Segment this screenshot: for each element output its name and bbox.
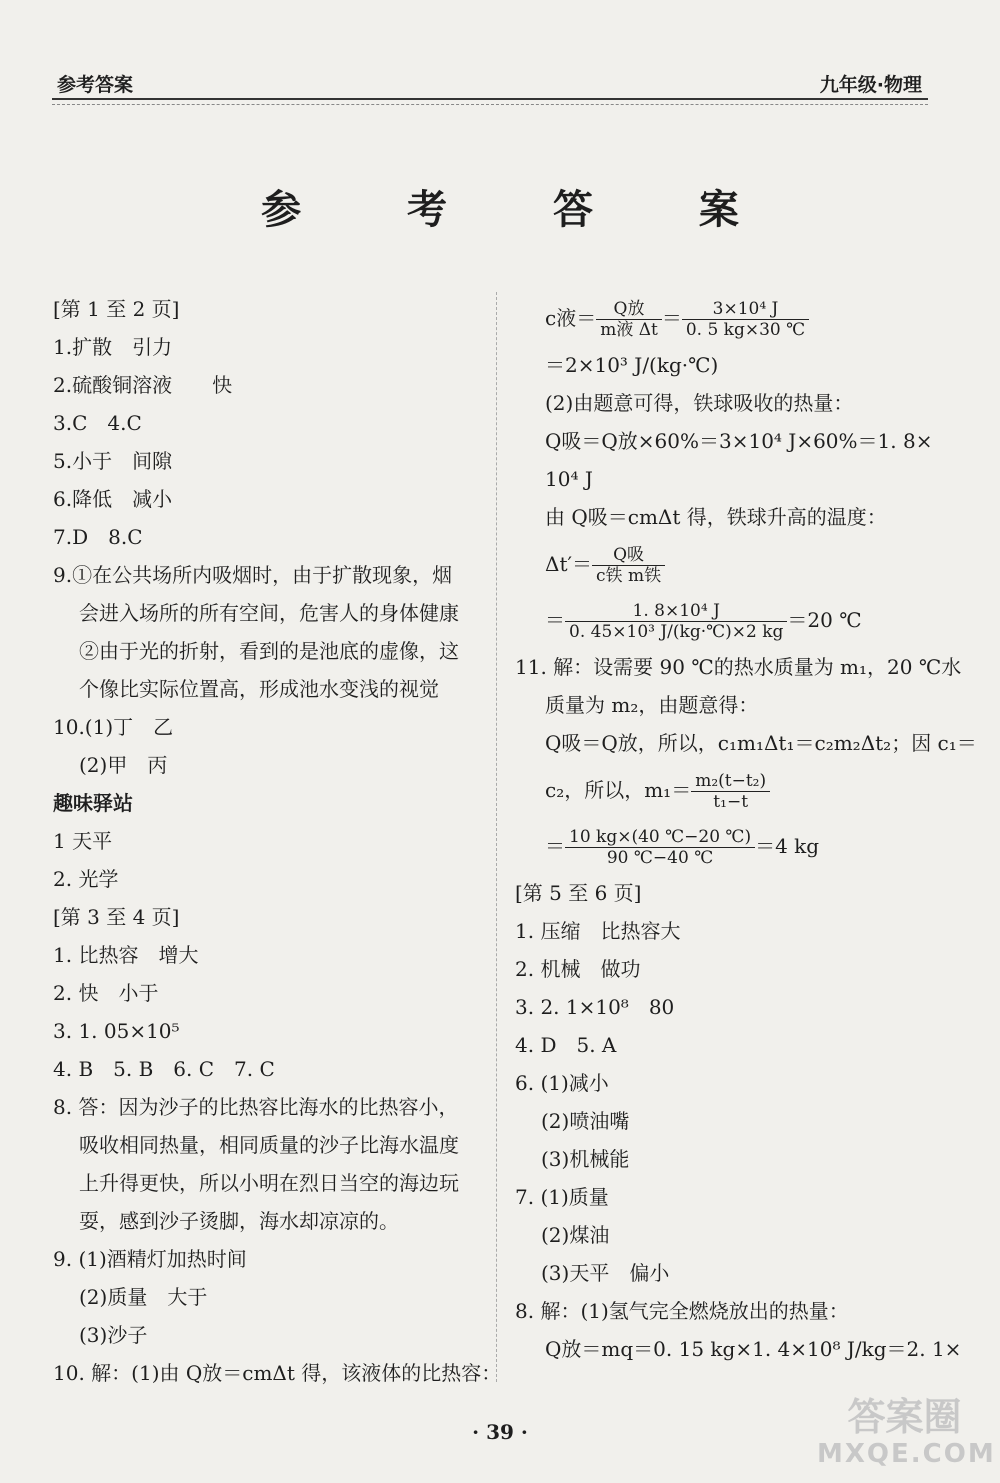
answer-line: (2)甲 丙 [79,753,168,777]
answer-line: 5.小于 间隙 [53,449,173,473]
header-right-subject: 九年级·物理 [819,74,922,96]
fraction [682,299,809,341]
formula-rhs: ＝4 kg [755,834,820,858]
fraction [592,545,665,587]
answer-line: 11. 解：设需要 90 ℃的热水质量为 m₁，20 ℃水 [515,655,962,679]
header-left-title: 参考答案 [57,74,134,96]
denominator: 0. 5 kg×30 ℃ [685,320,806,340]
numerator: m₂(t−t₂) [691,771,770,792]
left-column [53,290,502,1392]
header-dashed-rule [52,104,928,105]
answer-line: Q放＝mq＝0. 15 kg×1. 4×10⁸ J/kg＝2. 1× [545,1337,962,1361]
answer-line: 上升得更快，所以小明在烈日当空的海边玩 [79,1171,459,1195]
answer-line: Q吸＝Q放×60%＝3×10⁴ J×60%＝1. 8× [545,429,933,453]
answer-line: 10.(1)丁 乙 [53,715,174,739]
fraction [691,771,770,813]
answer-line: (2)煤油 [541,1223,610,1247]
numerator: Q吸 [592,545,665,566]
formula-lhs: c₂，所以，m₁＝ [545,778,692,802]
column-divider [496,292,497,1382]
answer-line: 10⁴ J [545,467,593,491]
answer-line: 4. B 5. B 6. C 7. C [53,1057,275,1081]
answer-line: 6.降低 减小 [53,487,173,511]
watermark-url: MXQE.COM [817,1439,996,1469]
formula-line: ＝ $\frac{\text{1. 8×10⁴ J}}{\text{0. 45×10³ J/(kg·℃)×2 kg}}$ ＝20 ℃ [545,600,862,642]
answer-line: 1.扩散 引力 [53,335,173,359]
answer-line: 8. 答：因为沙子的比热容比海水的比热容小， [53,1095,459,1119]
formula-line [515,762,945,818]
answer-line: 会进入场所的所有空间，危害人的身体健康 [79,601,459,625]
numerator: 10 kg×(40 ℃−20 ℃) [565,827,755,848]
formula-rhs: ＝20 ℃ [787,608,862,632]
fraction [596,299,662,341]
page-number: · 39 · [472,1420,528,1444]
numerator: 3×10⁴ J [682,299,809,320]
answer-line: 2. 光学 [53,867,119,891]
answer-line: 7. (1)质量 [515,1185,609,1209]
formula-lhs: c液＝ [545,306,597,330]
answer-line: (2)质量 大于 [79,1285,208,1309]
answer-line: 9.①在公共场所内吸烟时，由于扩散现象，烟 [53,563,453,587]
fraction [565,827,755,869]
watermark-text: 答案圈 [847,1395,962,1439]
answer-line: 7.D 8.C [53,525,143,549]
answer-line: 3.C 4.C [53,411,142,435]
section-heading: [第 3 至 4 页] [53,905,180,929]
answer-line: 8. 解：(1)氢气完全燃烧放出的热量： [515,1299,849,1323]
answer-line: 个像比实际位置高，形成池水变浅的视觉 [79,677,439,701]
header-rule [52,98,928,100]
answer-line: (2)喷油嘴 [541,1109,630,1133]
answer-line: 3. 2. 1×10⁸ 80 [515,995,675,1019]
section-heading: 趣味驿站 [53,791,133,815]
answer-line: 2. 机械 做功 [515,957,641,981]
answer-line: 由 Q吸＝cmΔt 得，铁球升高的温度： [545,505,887,529]
answer-line: 6. (1)减小 [515,1071,609,1095]
right-column [515,290,977,1368]
denominator: 90 ℃−40 ℃ [606,848,714,868]
formula-line [515,536,945,592]
answer-line: (3)沙子 [79,1323,148,1347]
section-heading: [第 5 至 6 页] [515,881,642,905]
answer-line: (3)天平 偏小 [541,1261,670,1285]
section-heading: [第 1 至 2 页] [53,297,180,321]
fraction [565,601,787,643]
formula-line: c液＝ $\frac{\text{Q放}}{\text{m液 Δt}}$ ＝ $\frac{\text{3×10⁴ J}}{0. 5 kg\times 30 ℃}$ [515,290,945,346]
formula-line: ＝ $\frac{10 kg\times(40 ℃-20 ℃)}{90 ℃-40 ℃}$ ＝4 kg [545,826,820,868]
answer-line: 1 天平 [53,829,113,853]
denominator: c铁 m铁 [596,566,662,586]
answer-line: (2)由题意可得，铁球吸收的热量： [545,391,854,415]
answer-line: (3)机械能 [541,1147,630,1171]
answer-line: ＝2×10³ J/(kg·℃) [545,353,719,377]
denominator: t₁−t [713,792,749,812]
answer-line: Q吸＝Q放，所以，c₁m₁Δt₁＝c₂m₂Δt₂；因 c₁＝ [545,731,977,755]
answer-line: ②由于光的折射，看到的是池底的虚像，这 [79,639,459,663]
answer-line: 1. 压缩 比热容大 [515,919,681,943]
answer-line: 质量为 m₂，由题意得： [545,693,759,717]
answer-line: 9. (1)酒精灯加热时间 [53,1247,247,1271]
answer-line: 1. 比热容 增大 [53,943,199,967]
answer-line: 耍，感到沙子烫脚，海水却凉凉的。 [79,1209,399,1233]
answer-line: 10. 解：(1)由 Q放＝cmΔt 得，该液体的比热容： [53,1361,502,1385]
denominator: 0. 45×10³ J/(kg·℃)×2 kg [569,622,784,642]
denominator: m液 Δt [600,320,658,340]
page-title: 参 考 答 案 [261,187,785,233]
answer-line: 2. 快 小于 [53,981,159,1005]
formula-lhs: Δt′＝ [545,552,593,576]
answer-line: 3. 1. 05×10⁵ [53,1019,180,1043]
answer-line: 2.硫酸铜溶液 快 [53,373,233,397]
watermark-logo [817,1395,996,1477]
answer-line: 4. D 5. A [515,1033,617,1057]
answer-line: 吸收相同热量，相同质量的沙子比海水温度 [79,1133,459,1157]
numerator: Q放 [596,299,662,320]
numerator: 1. 8×10⁴ J [565,601,787,622]
